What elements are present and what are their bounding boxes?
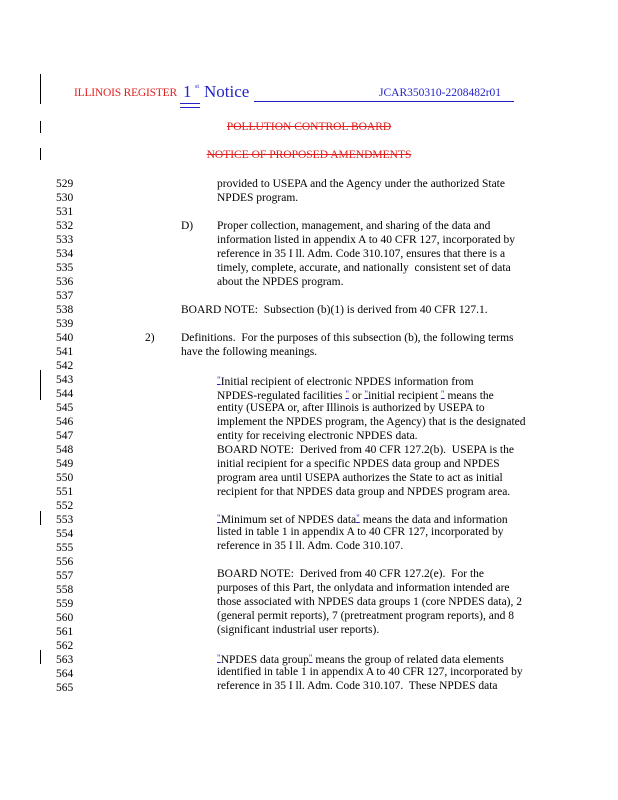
line-number: 543 [56, 374, 74, 386]
line-number: 534 [56, 248, 74, 260]
text-line: about the NPDES program. [217, 276, 344, 288]
text-line: reference in 35 I ll. Adm. Code 310.107. [217, 540, 404, 552]
text-line: have the following meanings. [181, 346, 318, 358]
text-line: program area until USEPA authorizes the State to act as initial [217, 472, 503, 484]
insert-mark [180, 103, 200, 104]
board-note: BOARD NOTE: Subsection (b)(1) is derived from 40 CFR 127.1. [181, 304, 488, 316]
text-line: recipient for that NPDES data group and NPDES program area. [217, 486, 511, 498]
list-label-d: D) [181, 220, 194, 232]
definition-term: NPDES data group [220, 654, 309, 666]
line-number: 537 [56, 290, 74, 302]
quote-mark: " [364, 389, 369, 399]
change-bar [40, 370, 41, 400]
change-bar [40, 511, 41, 525]
definition-term: Initial recipient of electronic NPDES information from [220, 376, 474, 388]
line-number: 529 [56, 178, 74, 190]
text-line: provided to USEPA and the Agency under the authorized State [217, 178, 505, 190]
text-line: implement the NPDES program, the Agency) that is the designated [217, 416, 526, 428]
line-number: 565 [56, 682, 74, 694]
text-line: timely, complete, accurate, and nationally consistent set of data [217, 262, 511, 274]
text-line: entity for receiving electronic NPDES data. [217, 430, 418, 442]
quote-mark: " [217, 375, 221, 385]
text-span: NPDES-regulated facilities [217, 390, 343, 402]
text-span: or [351, 390, 362, 402]
text-line: reference in 35 I ll. Adm. Code 310.107. These NPDES data [217, 680, 498, 692]
text-line: NPDES program. [217, 192, 299, 204]
quote-mark: " [345, 389, 350, 399]
line-number: 542 [56, 360, 74, 372]
register-title: ILLINOIS REGISTER [74, 87, 177, 99]
list-label-2: 2) [145, 332, 155, 344]
text-span: means the group of related data elements [315, 654, 504, 666]
text-line: purposes of this Part, the onlydata and information intended are [217, 582, 510, 594]
text-span: means the [447, 390, 494, 402]
text-line: Proper collection, management, and sharing of the data and [217, 220, 491, 232]
line-number: 556 [56, 556, 74, 568]
line-number: 548 [56, 444, 74, 456]
insert-mark [180, 107, 200, 108]
line-number: 561 [56, 626, 74, 638]
line-number: 539 [56, 318, 74, 330]
line-number: 557 [56, 570, 74, 582]
line-number: 547 [56, 430, 74, 442]
text-span: initial recipient [368, 390, 439, 402]
board-note: BOARD NOTE: Derived from 40 CFR 127.2(b). USEPA is the [217, 444, 514, 456]
board-note: BOARD NOTE: Derived from 40 CFR 127.2(e). For the [217, 568, 485, 580]
line-number: 535 [56, 262, 74, 274]
text-line: reference in 35 I ll. Adm. Code 310.107, ensures that there is a [217, 248, 506, 260]
page-number: 1 [183, 82, 192, 101]
notice-title: NOTICE OF PROPOSED AMENDMENTS [206, 149, 412, 161]
line-number: 549 [56, 458, 74, 470]
line-number: 540 [56, 332, 74, 344]
line-number: 545 [56, 402, 74, 414]
line-number: 563 [56, 654, 74, 666]
quote-mark: " [217, 513, 221, 523]
line-number: 544 [56, 388, 74, 400]
line-number: 538 [56, 304, 74, 316]
line-number: 541 [56, 346, 74, 358]
line-number: 532 [56, 220, 74, 232]
change-bar [40, 74, 41, 104]
text-line: initial recipient for a specific NPDES data group and NPDES [217, 458, 500, 470]
line-number: 530 [56, 192, 74, 204]
text-line: (significant industrial user reports). [217, 624, 380, 636]
text-span: means the data and information [362, 514, 508, 526]
text-line: (general permit reports), 7 (pretreatment program reports), and 8 [217, 610, 514, 622]
text-line: identified in table 1 in appendix A to 40 CFR 127, incorporated by [217, 666, 523, 678]
text-line: listed in table 1 in appendix A to 40 CFR 127, incorporated by [217, 526, 504, 538]
line-number: 550 [56, 472, 74, 484]
line-number: 564 [56, 668, 74, 680]
change-bar [40, 650, 41, 664]
line-number: 531 [56, 206, 74, 218]
page-number-suffix: st [195, 84, 200, 90]
definition-term: Minimum set of NPDES data [220, 514, 357, 526]
quote-mark: " [356, 513, 360, 523]
quote-mark: " [217, 653, 221, 663]
line-number: 551 [56, 486, 74, 498]
text-line: those associated with NPDES data groups 1 (core NPDES data), 2 [217, 596, 523, 608]
line-number: 560 [56, 612, 74, 624]
line-number: 558 [56, 584, 74, 596]
notice-field: Notice [204, 82, 250, 101]
line-number: 546 [56, 416, 74, 428]
agency-title: POLLUTION CONTROL BOARD [226, 121, 392, 133]
line-number: 553 [56, 514, 74, 526]
line-number: 554 [56, 528, 74, 540]
line-number: 552 [56, 500, 74, 512]
line-number: 536 [56, 276, 74, 288]
line-number: 562 [56, 640, 74, 652]
quote-mark: " [440, 389, 445, 399]
quote-mark: " [308, 653, 313, 663]
line-number: 559 [56, 598, 74, 610]
text-line: entity (USEPA or, after Illinois is authorized by USEPA to [217, 402, 485, 414]
header-underline [254, 101, 514, 102]
line-number: 533 [56, 234, 74, 246]
page-header [74, 84, 514, 106]
jcar-code: JCAR350310-2208482r01 [379, 87, 502, 99]
line-number: 555 [56, 542, 74, 554]
text-line: information listed in appendix A to 40 CFR 127, incorporated by [217, 234, 516, 246]
text-line: Definitions. For the purposes of this subsection (b), the following terms [181, 332, 514, 344]
